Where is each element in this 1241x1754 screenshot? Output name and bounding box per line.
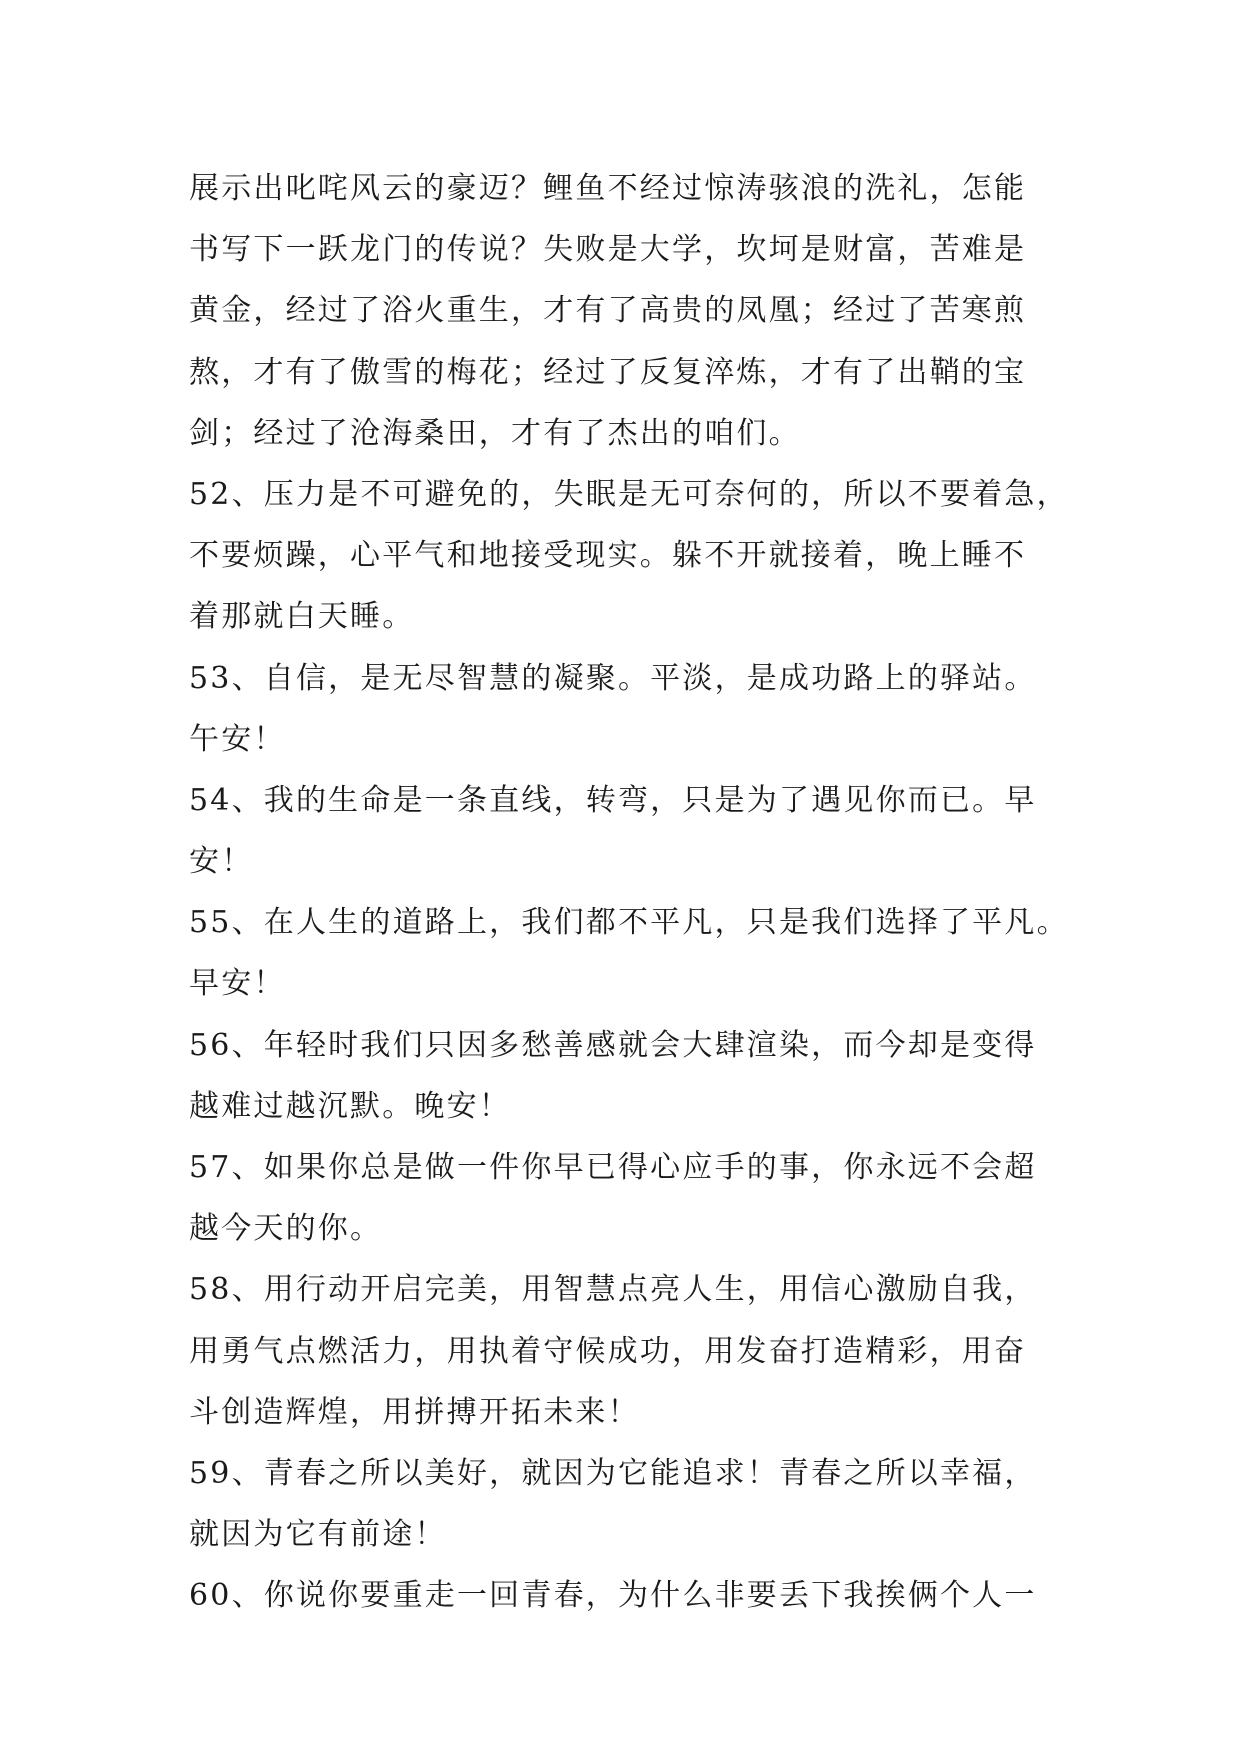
text-line: 着那就白天睡。 [189,599,415,635]
text-line: 58、用行动开启完美，用智慧点亮人生，用信心激励自我， [189,1272,1037,1308]
text-line: 书写下一跃龙门的传说？失败是大学，坎坷是财富，苦难是 [189,232,1027,268]
text-line: 55、在人生的道路上，我们都不平凡，只是我们选择了平凡。 [189,905,1069,941]
text-line: 熬，才有了傲雪的梅花；经过了反复淬炼，才有了出鞘的宝 [189,354,1027,390]
text-line: 越难过越沉默。晚安！ [189,1088,511,1124]
text-line: 56、年轻时我们只因多愁善感就会大肆渲染，而今却是变得 [189,1027,1037,1063]
text-line: 52、压力是不可避免的，失眠是无可奈何的，所以不要着急， [189,476,1069,512]
text-line: 57、如果你总是做一件你早已得心应手的事，你永远不会超 [189,1150,1037,1185]
text-line: 59、青春之所以美好，就因为它能追求！青春之所以幸福， [189,1455,1037,1491]
text-line: 53、自信，是无尽智慧的凝聚。平淡，是成功路上的驿站。 [189,660,1037,696]
text-line: 就因为它有前途！ [189,1517,447,1553]
text-line: 60、你说你要重走一回青春，为什么非要丢下我挨俩个人一 [189,1578,1037,1614]
text-line: 午安！ [189,721,286,757]
text-line: 展示出叱咤风云的豪迈？鲤鱼不经过惊涛骇浪的洗礼，怎能 [189,171,1027,206]
text-line: 早安！ [189,966,286,1002]
text-line: 不要烦躁，心平气和地接受现实。躲不开就接着，晚上睡不 [189,538,1027,574]
text-line: 剑；经过了沧海桑田，才有了杰出的咱们。 [189,415,801,451]
text-line: 斗创造辉煌，用拼搏开拓未来！ [189,1394,640,1430]
text-line: 用勇气点燃活力，用执着守候成功，用发奋打造精彩，用奋 [189,1333,1027,1369]
text-line: 黄金，经过了浴火重生，才有了高贵的凤凰；经过了苦寒煎 [189,293,1027,329]
document-body [189,158,1069,1627]
text-line: 安！ [189,844,254,880]
text-line: 54、我的生命是一条直线，转弯，只是为了遇见你而已。早 [189,782,1037,818]
text-line: 越今天的你。 [189,1211,383,1247]
